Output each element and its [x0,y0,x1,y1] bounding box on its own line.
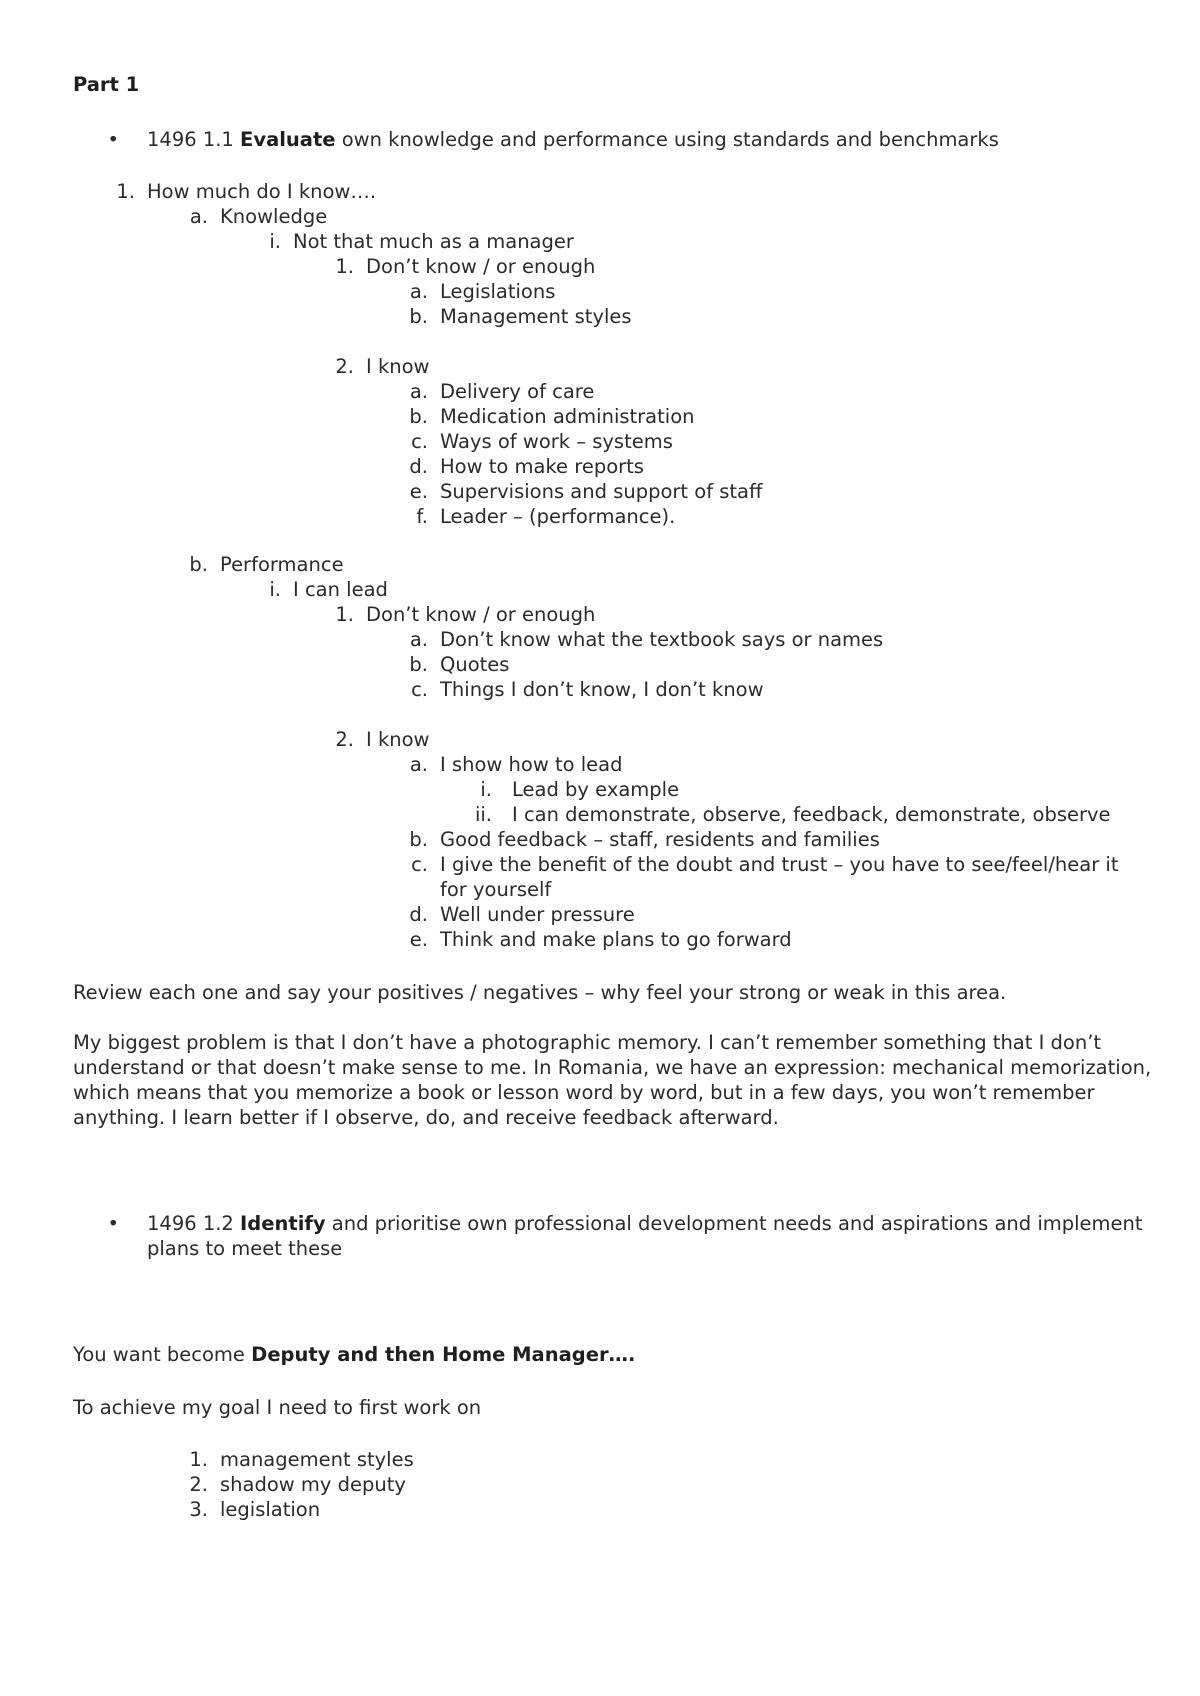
list-marker: a. [409,380,428,403]
list-marker: 2. [335,355,354,378]
list-marker: e. [409,480,428,503]
bullet-icon: • [107,1212,119,1235]
list-item: How to make reports [440,455,644,478]
paragraph-line: which means that you memorize a book or lesson word by word, but in a few days, you won’t remember [73,1081,1095,1104]
list-item: Things I don’t know, I don’t know [440,678,764,701]
list-marker: b. [409,828,428,851]
list-marker: 3. [189,1498,208,1521]
list-marker: b. [189,553,208,576]
review-prompt: Review each one and say your positives / negatives – why feel your strong or weak in this area. [73,981,1007,1004]
list-item: I show how to lead [440,753,623,776]
criterion-1-1: 1496 1.1 Evaluate own knowledge and performance using standards and benchmarks [147,128,999,151]
goal-intro: To achieve my goal I need to first work on [73,1396,482,1419]
list-marker: c. [411,678,428,701]
list-item: Not that much as a manager [293,230,574,253]
list-item: shadow my deputy [220,1473,406,1496]
list-marker: a. [189,205,208,228]
list-item: management styles [220,1448,414,1471]
list-item: Ways of work – systems [440,430,673,453]
outline-heading: How much do I know…. [147,180,377,203]
list-marker: ii. [474,803,492,826]
list-marker: e. [409,928,428,951]
list-marker: 2. [335,728,354,751]
list-marker: 2. [189,1473,208,1496]
list-item: Think and make plans to go forward [440,928,792,951]
list-item: I give the benefit of the doubt and trust – you have to see/feel/hear it [440,853,1119,876]
list-marker: b. [409,305,428,328]
list-item: Don’t know / or enough [366,603,596,626]
list-item: Legislations [440,280,556,303]
list-item: Don’t know / or enough [366,255,596,278]
list-item: I can lead [293,578,388,601]
list-marker: d. [409,903,428,926]
list-item: Delivery of care [440,380,595,403]
list-item: I can demonstrate, observe, feedback, demonstrate, observe [512,803,1111,826]
bullet-icon: • [107,128,119,151]
list-marker: f. [416,505,428,528]
list-item: I know [366,355,430,378]
list-marker: 1. [335,255,354,278]
paragraph-line: anything. I learn better if I observe, do, and receive feedback afterward. [73,1106,779,1129]
list-marker: c. [411,430,428,453]
list-marker: a. [409,280,428,303]
list-item: Good feedback – staff, residents and families [440,828,880,851]
list-item: Lead by example [512,778,680,801]
criterion-1-2: 1496 1.2 Identify and prioritise own professional development needs and aspirations and implement [147,1212,1143,1235]
list-marker: i. [269,230,281,253]
list-item: Medication administration [440,405,695,428]
paragraph-line: understand or that doesn’t make sense to me. In Romania, we have an expression: mechanical memorization, [73,1056,1152,1079]
list-marker: a. [409,628,428,651]
goal-statement: You want become Deputy and then Home Manager…. [73,1343,636,1366]
list-marker: 1. [335,603,354,626]
list-marker: b. [409,653,428,676]
list-item: Management styles [440,305,632,328]
list-item: I know [366,728,430,751]
knowledge-heading: Knowledge [220,205,328,228]
list-item: Don’t know what the textbook says or names [440,628,884,651]
list-marker: i. [269,578,281,601]
list-marker: d. [409,455,428,478]
performance-heading: Performance [220,553,344,576]
list-item: Quotes [440,653,510,676]
list-item: legislation [220,1498,321,1521]
list-marker: 1. [189,1448,208,1471]
criterion-1-2-continuation: plans to meet these [147,1237,343,1260]
list-marker: b. [409,405,428,428]
list-item: Well under pressure [440,903,635,926]
list-marker: a. [409,753,428,776]
list-item: Leader – (performance). [440,505,676,528]
list-item: Supervisions and support of staff [440,480,763,503]
list-marker: c. [411,853,428,876]
outline-marker: 1. [116,180,135,203]
part-title: Part 1 [73,73,140,96]
list-marker: i. [480,778,492,801]
list-item-continuation: for yourself [440,878,552,901]
paragraph-line: My biggest problem is that I don’t have a photographic memory. I can’t remember something that I don’t [73,1031,1102,1054]
